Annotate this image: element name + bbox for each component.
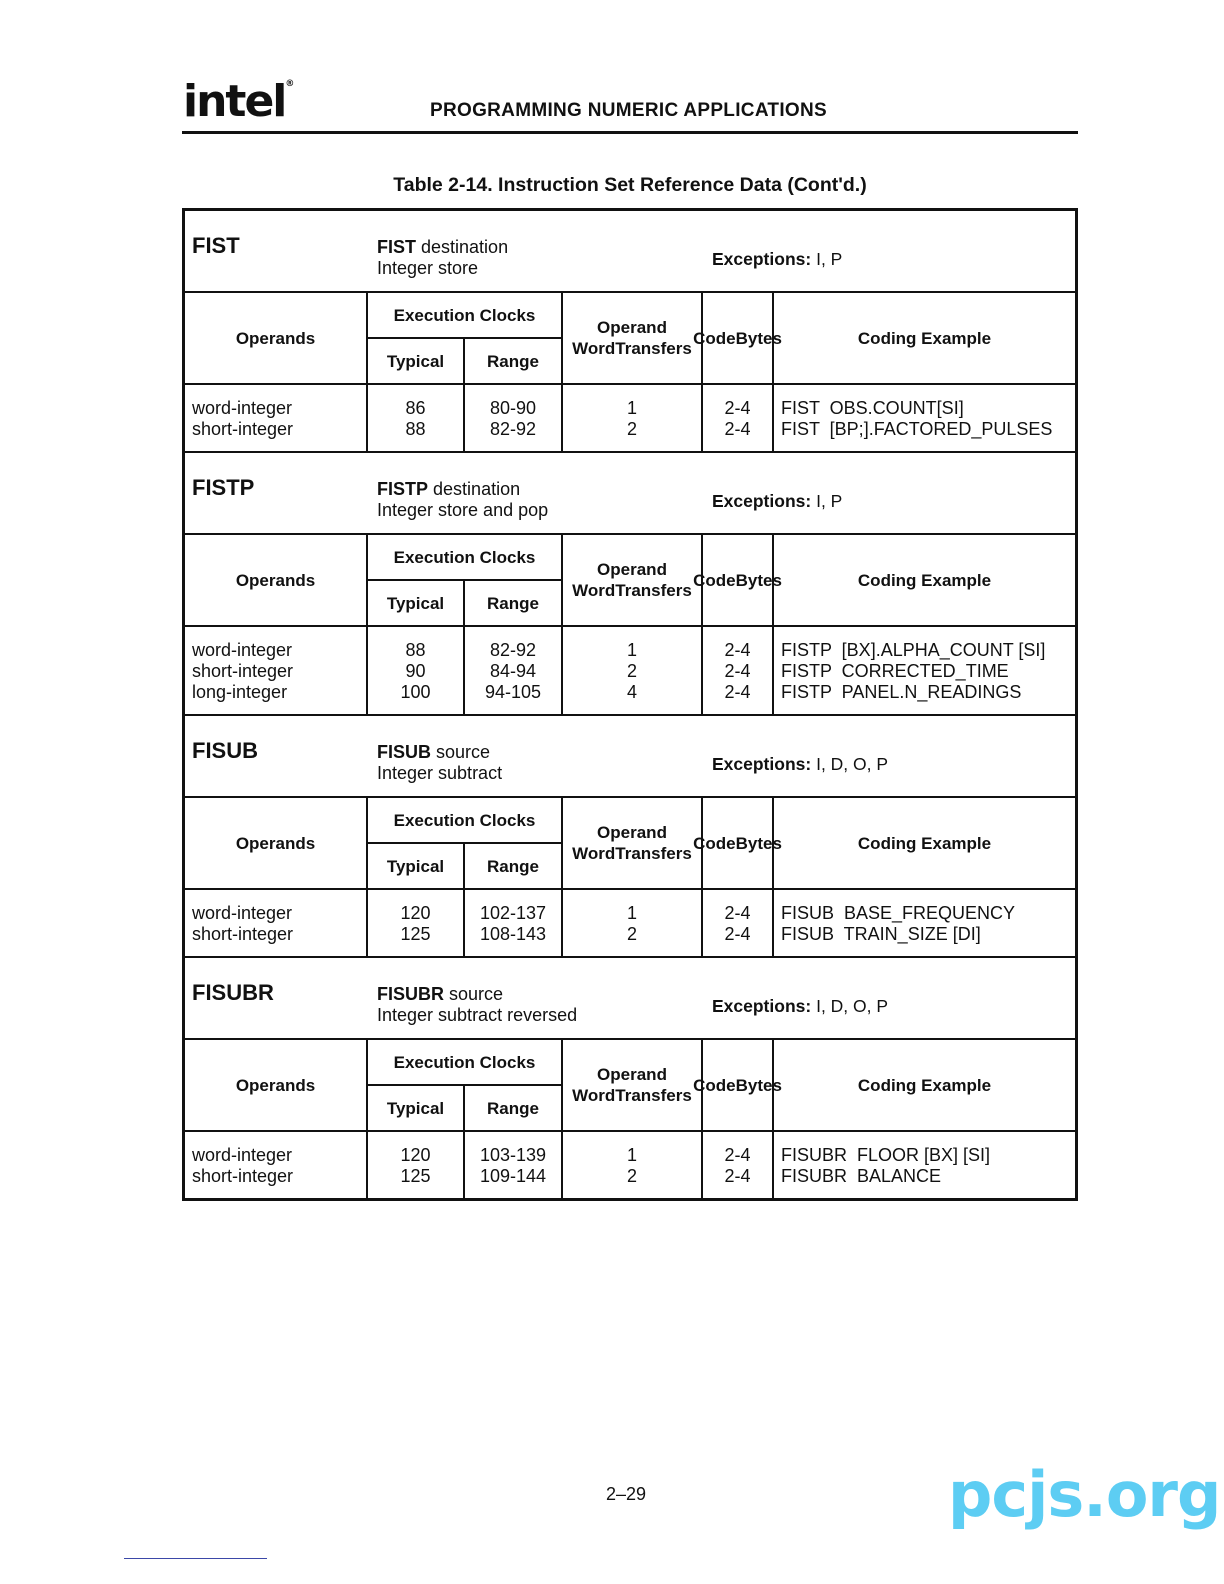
code-bytes-cell: 2-4: [724, 419, 751, 439]
col-label-line: Transfers: [615, 339, 692, 358]
col-operand-word-transfers: [563, 798, 703, 888]
syntax-opcode: FISUBR: [377, 984, 444, 1004]
coding-example-cell-column: [774, 627, 1075, 714]
operand-cell-column: [185, 385, 368, 451]
coding-example-cell: FISTP CORRECTED_TIME: [781, 661, 1009, 681]
col-coding-example: Coding Example: [857, 1075, 992, 1095]
typical-cell-column: [368, 890, 465, 956]
transfers-cell: 2: [626, 661, 637, 681]
col-code-bytes: [693, 293, 782, 383]
col-operand-word-transfers: [563, 1040, 703, 1130]
instruction-section: [185, 451, 1075, 714]
col-label-line: Transfers: [615, 581, 692, 600]
transfers-cell-column: [563, 890, 703, 956]
exceptions-label: Exceptions:: [712, 996, 812, 1016]
operand-cell: word-integer: [192, 398, 293, 418]
range-cell-column: [465, 385, 563, 451]
col-operand-word-transfers: [563, 293, 703, 383]
syntax-opcode: FISUB: [377, 742, 431, 762]
coding-example-cell-column: [774, 385, 1075, 451]
col-range: Range: [465, 339, 563, 383]
col-operands: Operands: [185, 798, 368, 888]
data-rows: [185, 1132, 1075, 1198]
coding-example-cell: FISUBR BALANCE: [781, 1166, 942, 1186]
instruction-reference-table: [182, 208, 1078, 1201]
col-coding-example: Coding Example: [857, 833, 992, 853]
col-operands: Operands: [185, 1040, 368, 1130]
range-cell: 109-144: [479, 1166, 547, 1186]
syntax-line: [377, 237, 508, 258]
exceptions: [712, 491, 842, 512]
running-head: PROGRAMMING NUMERIC APPLICATIONS: [430, 100, 827, 121]
syntax-opcode: FIST: [377, 237, 416, 257]
page-number: 2–29: [605, 1484, 647, 1504]
col-code-bytes: [693, 535, 782, 625]
coding-example-cell: FISTP PANEL.N_READINGS: [781, 682, 1022, 702]
code-bytes-cell: 2-4: [724, 924, 751, 944]
instruction-mnemonic: FIST: [192, 233, 240, 258]
typical-cell: 125: [400, 924, 431, 944]
col-label-line: Operand Word: [572, 318, 667, 358]
instruction-description: Integer subtract reversed: [377, 1005, 578, 1025]
typical-cell-column: [368, 1132, 465, 1198]
col-label-line: Bytes: [735, 570, 782, 590]
operand-cell-column: [185, 627, 368, 714]
instruction-section: [185, 714, 1075, 956]
col-label-line: Code: [693, 1075, 736, 1095]
typical-cell: 100: [400, 682, 431, 702]
column-headers: [185, 535, 1075, 627]
code-bytes-cell: 2-4: [724, 640, 751, 660]
coding-example-cell: FIST [BP;].FACTORED_PULSES: [781, 419, 1053, 439]
code-bytes-cell-column: [703, 1132, 774, 1198]
operand-cell: short-integer: [192, 661, 294, 681]
syntax-argument: destination: [421, 237, 509, 257]
typical-cell: 120: [400, 903, 431, 923]
column-headers: [185, 798, 1075, 890]
col-label-line: Bytes: [735, 833, 782, 853]
exceptions-value: I, P: [816, 491, 843, 511]
transfers-cell-column: [563, 627, 703, 714]
instruction-description: Integer subtract: [377, 763, 503, 783]
col-label-line: Operand Word: [572, 823, 667, 863]
intel-logo: intel®: [183, 76, 295, 127]
transfers-cell: 2: [626, 1166, 637, 1186]
range-cell: 94-105: [484, 682, 542, 702]
coding-example-cell: FIST OBS.COUNT[SI]: [781, 398, 964, 418]
syntax-opcode: FISTP: [377, 479, 429, 499]
coding-example-cell: FISUB TRAIN_SIZE [DI]: [781, 924, 981, 944]
typical-cell: 88: [405, 419, 426, 439]
col-execution-clocks: Execution Clocks: [368, 293, 563, 339]
col-typical: Typical: [368, 581, 465, 625]
typical-cell: 86: [405, 398, 426, 418]
operand-cell: short-integer: [192, 1166, 294, 1186]
instruction-header: [185, 714, 1075, 798]
typical-cell-column: [368, 627, 465, 714]
col-label-line: Code: [693, 833, 736, 853]
range-cell: 103-139: [479, 1145, 547, 1165]
col-label-line: Transfers: [615, 844, 692, 863]
typical-cell: 120: [400, 1145, 431, 1165]
exceptions-value: I, P: [816, 249, 843, 269]
col-label-line: Code: [693, 570, 736, 590]
exceptions: [712, 754, 888, 775]
instruction-header: [185, 956, 1075, 1040]
col-label-line: Code: [693, 328, 736, 348]
coding-example-cell: FISTP [BX].ALPHA_COUNT [SI]: [781, 640, 1046, 660]
operand-cell: word-integer: [192, 640, 293, 660]
col-coding-example: Coding Example: [857, 328, 992, 348]
instruction-syntax: [377, 984, 577, 1026]
range-cell: 102-137: [479, 903, 547, 923]
exceptions-label: Exceptions:: [712, 754, 812, 774]
table-caption: Table 2-14. Instruction Set Reference Data (Cont'd.): [393, 174, 867, 196]
exceptions-label: Exceptions:: [712, 249, 812, 269]
operand-cell: short-integer: [192, 419, 294, 439]
instruction-mnemonic: FISTP: [192, 475, 255, 500]
exceptions-value: I, D, O, P: [816, 996, 889, 1016]
header-rule: [182, 131, 1078, 134]
col-execution-clocks: Execution Clocks: [368, 1040, 563, 1086]
transfers-cell: 2: [626, 924, 637, 944]
typical-cell: 125: [400, 1166, 431, 1186]
column-headers: [185, 1040, 1075, 1132]
transfers-cell: 1: [626, 1145, 637, 1165]
range-cell: 82-92: [489, 640, 537, 660]
column-headers: [185, 293, 1075, 385]
code-bytes-cell: 2-4: [724, 661, 751, 681]
col-range: Range: [465, 1086, 563, 1130]
col-label-line: Transfers: [615, 1086, 692, 1105]
range-cell-column: [465, 1132, 563, 1198]
instruction-mnemonic: FISUB: [192, 738, 258, 763]
syntax-argument: source: [436, 742, 491, 762]
instruction-syntax: [377, 237, 508, 279]
data-rows: [185, 890, 1075, 956]
code-bytes-cell: 2-4: [724, 1166, 751, 1186]
transfers-cell: 2: [626, 419, 637, 439]
col-execution-clocks: Execution Clocks: [368, 535, 563, 581]
operand-cell: word-integer: [192, 903, 293, 923]
range-cell: 80-90: [489, 398, 537, 418]
code-bytes-cell: 2-4: [724, 1145, 751, 1165]
col-range: Range: [465, 844, 563, 888]
range-cell-column: [465, 627, 563, 714]
col-execution-clocks: Execution Clocks: [368, 798, 563, 844]
exceptions: [712, 249, 842, 270]
range-cell: 84-94: [489, 661, 537, 681]
exceptions: [712, 996, 888, 1017]
coding-example-cell: FISUB BASE_FREQUENCY: [781, 903, 1016, 923]
code-bytes-cell: 2-4: [724, 903, 751, 923]
range-cell: 82-92: [489, 419, 537, 439]
code-bytes-cell-column: [703, 385, 774, 451]
col-label-line: Bytes: [735, 328, 782, 348]
coding-example-cell: FISUBR FLOOR [BX] [SI]: [781, 1145, 991, 1165]
coding-example-cell-column: [774, 1132, 1075, 1198]
col-code-bytes: [693, 798, 782, 888]
syntax-line: [377, 479, 548, 500]
instruction-header: [185, 451, 1075, 535]
operand-cell: long-integer: [192, 682, 288, 702]
instruction-description: Integer store and pop: [377, 500, 549, 520]
col-operand-word-transfers: [563, 535, 703, 625]
syntax-argument: source: [449, 984, 504, 1004]
transfers-cell: 1: [626, 640, 637, 660]
transfers-cell: 1: [626, 398, 637, 418]
transfers-cell-column: [563, 385, 703, 451]
instruction-header: [185, 211, 1075, 293]
operand-cell: word-integer: [192, 1145, 293, 1165]
typical-cell-column: [368, 385, 465, 451]
coding-example-cell-column: [774, 890, 1075, 956]
instruction-description: Integer store: [377, 258, 479, 278]
instruction-syntax: [377, 479, 548, 521]
syntax-line: [377, 742, 502, 763]
code-bytes-cell-column: [703, 890, 774, 956]
col-typical: Typical: [368, 1086, 465, 1130]
instruction-mnemonic: FISUBR: [192, 980, 274, 1005]
data-rows: [185, 627, 1075, 714]
col-operands: Operands: [185, 293, 368, 383]
col-label-line: Operand Word: [572, 1065, 667, 1105]
col-range: Range: [465, 581, 563, 625]
exceptions-value: I, D, O, P: [816, 754, 889, 774]
operand-cell: short-integer: [192, 924, 294, 944]
syntax-argument: destination: [433, 479, 521, 499]
operand-cell-column: [185, 890, 368, 956]
corner-rule: [124, 1558, 267, 1559]
code-bytes-cell: 2-4: [724, 398, 751, 418]
col-coding-example: Coding Example: [857, 570, 992, 590]
transfers-cell: 1: [626, 903, 637, 923]
code-bytes-cell: 2-4: [724, 682, 751, 702]
transfers-cell: 4: [626, 682, 637, 702]
operand-cell-column: [185, 1132, 368, 1198]
col-label-line: Bytes: [735, 1075, 782, 1095]
range-cell-column: [465, 890, 563, 956]
code-bytes-cell-column: [703, 627, 774, 714]
col-code-bytes: [693, 1040, 782, 1130]
exceptions-label: Exceptions:: [712, 491, 812, 511]
col-label-line: Operand Word: [572, 560, 667, 600]
col-typical: Typical: [368, 339, 465, 383]
typical-cell: 90: [405, 661, 426, 681]
range-cell: 108-143: [479, 924, 547, 944]
col-operands: Operands: [185, 535, 368, 625]
instruction-syntax: [377, 742, 502, 784]
transfers-cell-column: [563, 1132, 703, 1198]
typical-cell: 88: [405, 640, 426, 660]
instruction-section: [185, 956, 1075, 1198]
col-typical: Typical: [368, 844, 465, 888]
instruction-section: [185, 211, 1075, 451]
pcjs-watermark: pcjs.org: [948, 1458, 1221, 1531]
data-rows: [185, 385, 1075, 451]
syntax-line: [377, 984, 577, 1005]
